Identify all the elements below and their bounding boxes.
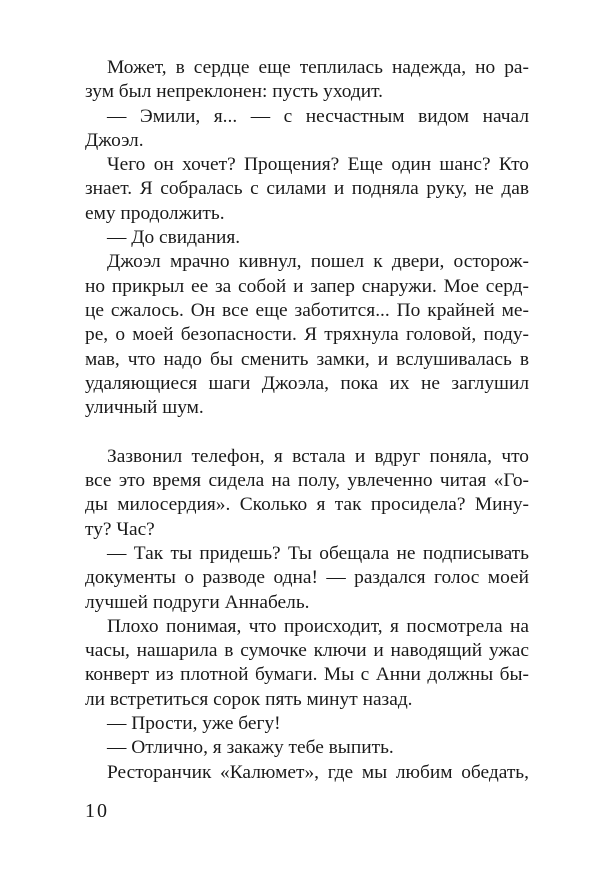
text-line: зум был непреклонен: пусть уходит. bbox=[85, 81, 384, 103]
text-line: — Эмили, я... — с несчастным видом начал bbox=[107, 105, 529, 127]
text-line: — Так ты придешь? Ты обещала не подписывать bbox=[107, 542, 529, 564]
text-line: Джоэл мрачно кивнул, пошел к двери, осторож- bbox=[107, 251, 529, 273]
text-line: конверт из плотной бумаги. Мы с Анни должны бы- bbox=[85, 664, 529, 686]
book-page-text bbox=[85, 56, 529, 785]
text-line: документы о разводе одна! — раздался голос моей bbox=[85, 567, 529, 589]
text-line: ему продолжить. bbox=[85, 202, 225, 224]
text-line: Плохо понимая, что происходит, я посмотрела на bbox=[107, 615, 529, 637]
section-break bbox=[85, 420, 529, 444]
text-line: ли встретиться сорок пять минут назад. bbox=[85, 688, 413, 710]
text-line: Может, в сердце еще теплилась надежда, но ра- bbox=[107, 57, 529, 78]
text-line: Чего он хочет? Прощения? Еще один шанс? Кто bbox=[107, 154, 529, 176]
text-line: Зазвонил телефон, я встала и вдруг поняла, что bbox=[107, 445, 529, 467]
text-line: но прикрыл ее за собой и запер снаружи. Мое серд- bbox=[85, 275, 529, 297]
text-line: — До свидания. bbox=[107, 227, 241, 249]
text-line: ту? Час? bbox=[85, 518, 155, 540]
text-line: це сжалось. Он все еще заботится... По крайней ме- bbox=[85, 299, 529, 321]
text-line: удаляющиеся шаги Джоэла, пока их не заглушил bbox=[85, 372, 529, 394]
page-number: 10 bbox=[85, 800, 109, 822]
text-line: лучшей подруги Аннабель. bbox=[85, 591, 310, 613]
text-line: часы, нашарила в сумочке ключи и наводящий ужас bbox=[85, 640, 529, 662]
text-line: — Прости, уже бегу! bbox=[107, 713, 281, 735]
text-line: уличный шум. bbox=[85, 397, 204, 419]
text-line: знает. Я собралась с силами и подняла руку, не дав bbox=[85, 178, 529, 200]
text-line: все это время сидела на полу, увлеченно читая «Го- bbox=[85, 470, 529, 492]
text-line: ре, о моей безопасности. Я тряхнула головой, поду- bbox=[85, 324, 529, 346]
text-line: Джоэл. bbox=[85, 129, 144, 151]
text-line: Ресторанчик «Калюмет», где мы любим обедать, bbox=[107, 761, 529, 783]
text-line: мав, что надо бы сменить замки, и вслушивалась в bbox=[85, 348, 529, 370]
text-line: — Отлично, я закажу тебе выпить. bbox=[107, 737, 394, 759]
text-line: ды милосердия». Сколько я так просидела? Мину- bbox=[85, 494, 529, 516]
